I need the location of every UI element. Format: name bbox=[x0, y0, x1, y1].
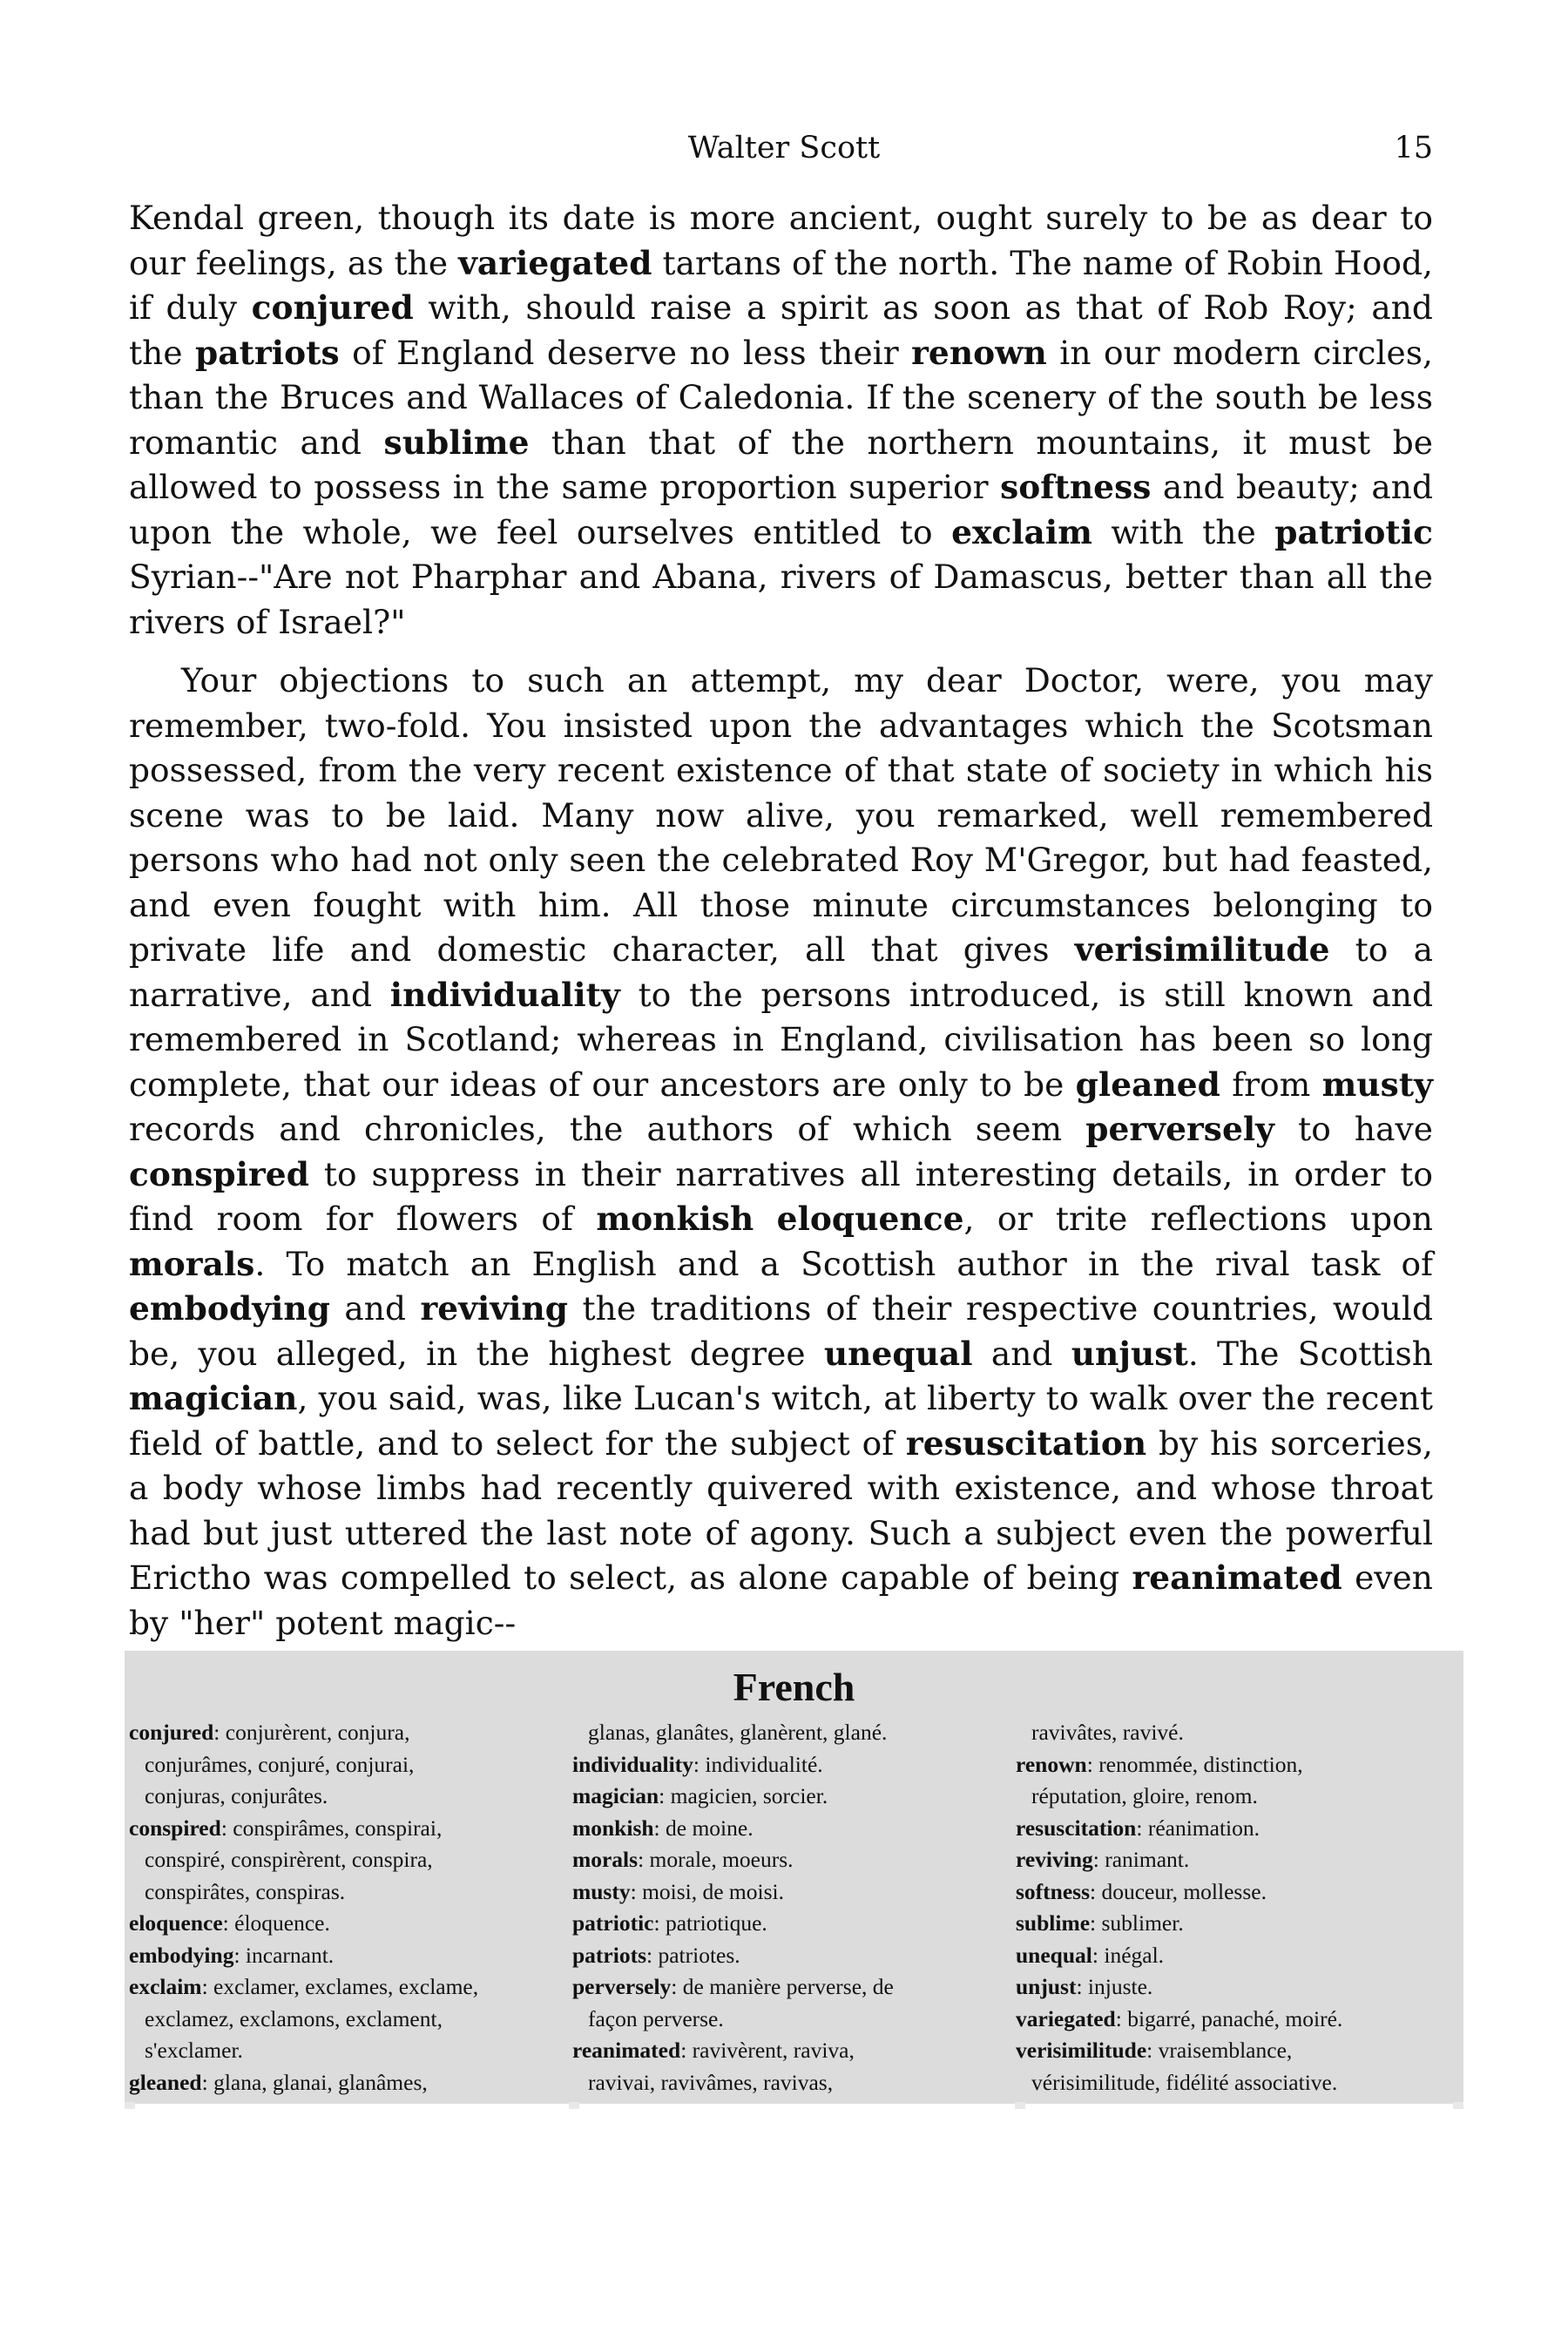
page-header bbox=[135, 131, 1433, 174]
text-run: by his sorceries, a body whose limbs had recently quivered with existence, and whose throat had but just uttered the last note of agony. Such a subject even the powerful Erictho was compelled to select, as alone capable of being bbox=[129, 1423, 1433, 1597]
text-run: and beauty; and upon the whole, we feel ourselves entitled to bbox=[129, 468, 1433, 551]
text-run: tartans of the north. The name of Robin Hood, if duly bbox=[129, 243, 1433, 327]
glossary-continuation: exclamez, exclamons, exclament, bbox=[145, 2005, 443, 2031]
glossary-term: variegated bbox=[458, 243, 652, 282]
glossary-term: conspired bbox=[129, 1154, 309, 1193]
glossary-term: unequal bbox=[823, 1334, 973, 1373]
text-run: with, should raise a spirit as soon as that of Rob Roy; and the bbox=[129, 288, 1433, 372]
glossary-word: unjust bbox=[1016, 1974, 1077, 1999]
text-run: to have bbox=[1274, 1110, 1433, 1148]
glossary-word: exclaim bbox=[129, 1974, 202, 1999]
text-run: in our modern circles, than the Bruces and Wallaces of Caledonia. If the scenery of the south be less romantic and bbox=[129, 333, 1433, 462]
text-run: to the persons introduced, is still known and remembered in Scotland; whereas in England, civilisation has been so long complete, that our ideas of our ancestors are only to be bbox=[129, 975, 1433, 1104]
glossary-entry: sublime: sublimer. bbox=[1016, 1910, 1184, 1936]
glossary-translation: magicien, sorcier. bbox=[670, 1783, 828, 1808]
glossary-entry: conjured: conjurèrent, conjura, bbox=[129, 1720, 410, 1745]
glossary-word: verisimilitude bbox=[1016, 2038, 1147, 2063]
glossary-word: unequal bbox=[1016, 1942, 1092, 1968]
text-run: the traditions of their respective countries, would be, you alleged, in the highest degree bbox=[129, 1289, 1433, 1373]
glossary-entry: musty: moisi, de moisi. bbox=[572, 1878, 784, 1904]
glossary-translation: douceur, mollesse. bbox=[1101, 1878, 1267, 1904]
glossary-entry: resuscitation: réanimation. bbox=[1016, 1815, 1260, 1841]
glossary-continuation: réputation, gloire, renom. bbox=[1031, 1783, 1258, 1808]
text-run: Your objections to such an attempt, my dear Doctor, were, you may remember, two-fold. You insisted upon the advantages which the Scotsman possessed, from the very recent existence of that state of society in which his scene was to be laid. Many now alive, you remarked, well remembered persons who had not only seen the celebrated Roy M'Gregor, but had feasted, and even fought with him. All those minute circumstances belonging to private life and domestic character, all that gives bbox=[129, 661, 1433, 969]
glossary-translation: renommée, distinction, bbox=[1098, 1751, 1303, 1777]
glossary-word: monkish bbox=[572, 1815, 654, 1841]
glossary-translation: de moine. bbox=[666, 1815, 754, 1841]
glossary-term: embodying bbox=[129, 1289, 330, 1328]
glossary-word: reanimated bbox=[572, 2038, 681, 2063]
text-run: , you said, was, like Lucan's witch, at liberty to walk over the recent field of battle, and to select for the subject of bbox=[129, 1379, 1433, 1463]
divider-mark bbox=[1453, 2102, 1463, 2109]
glossary-term: exclaim bbox=[951, 512, 1092, 551]
text-run: from bbox=[1220, 1064, 1322, 1104]
glossary-word: magician bbox=[572, 1783, 659, 1808]
glossary-continuation: s'exclamer. bbox=[145, 2038, 243, 2063]
text-run bbox=[754, 1200, 776, 1238]
glossary-word: gleaned bbox=[129, 2069, 202, 2095]
glossary-translation: ranimant. bbox=[1105, 1847, 1190, 1872]
glossary-translation: glana, glanai, glanâmes, bbox=[213, 2069, 428, 2095]
body-text bbox=[129, 196, 1433, 1659]
glossary-word: variegated bbox=[1016, 2005, 1116, 2031]
page-number: 15 bbox=[1394, 131, 1433, 166]
glossary-column bbox=[1016, 1717, 1459, 2099]
glossary-title: French bbox=[733, 1665, 855, 1709]
glossary-column bbox=[572, 1717, 1016, 2099]
text-run: than that of the northern mountains, it must be allowed to possess in the same proportion superior bbox=[129, 422, 1434, 506]
glossary-entry: exclaim: exclamer, exclames, exclame, bbox=[129, 1974, 479, 1999]
glossary-word: embodying bbox=[129, 1942, 234, 1968]
glossary-continuation: conjurâmes, conjuré, conjurai, bbox=[145, 1751, 415, 1777]
glossary-translation: de manière perverse, de bbox=[682, 1974, 894, 1999]
paragraph-2 bbox=[129, 659, 1433, 1646]
glossary-entry: morals: morale, moeurs. bbox=[572, 1847, 794, 1872]
text-run: to a narrative, and bbox=[129, 930, 1433, 1014]
text-run: even by "her" potent magic-- bbox=[129, 1558, 1433, 1642]
glossary-continuation: ravivâtes, ravivé. bbox=[1031, 1720, 1184, 1745]
glossary-continuation: ravivai, ravivâmes, ravivas, bbox=[588, 2069, 834, 2095]
text-run: and bbox=[329, 1289, 421, 1328]
glossary-entry: patriots: patriotes. bbox=[572, 1942, 740, 1968]
vocabulary-glossary bbox=[125, 1651, 1463, 2104]
glossary-entry: magician: magicien, sorcier. bbox=[572, 1783, 828, 1808]
glossary-word: resuscitation bbox=[1016, 1815, 1137, 1841]
divider-mark bbox=[569, 2102, 579, 2109]
text-run: Syrian--"Are not Pharphar and Abana, rivers of Damascus, better than all the rivers of Israel?" bbox=[129, 558, 1433, 641]
glossary-entry: gleaned: glana, glanai, glanâmes, bbox=[129, 2069, 428, 2095]
glossary-entry: softness: douceur, mollesse. bbox=[1016, 1878, 1267, 1904]
glossary-word: conjured bbox=[129, 1720, 214, 1745]
glossary-translation: vraisemblance, bbox=[1158, 2038, 1293, 2063]
glossary-translation: patriotes. bbox=[658, 1942, 740, 1968]
glossary-translation: éloquence. bbox=[234, 1910, 330, 1936]
glossary-entry: embodying: incarnant. bbox=[129, 1942, 335, 1968]
paragraph-1 bbox=[129, 196, 1433, 645]
glossary-entry: verisimilitude: vraisemblance, bbox=[1016, 2038, 1293, 2063]
glossary-term: reviving bbox=[420, 1289, 569, 1328]
glossary-word: perversely bbox=[572, 1974, 672, 1999]
glossary-translation: inégal. bbox=[1104, 1942, 1165, 1968]
glossary-word: sublime bbox=[1016, 1910, 1091, 1936]
glossary-entry: conspired: conspirâmes, conspirai, bbox=[129, 1815, 443, 1841]
glossary-translation: bigarré, panaché, moiré. bbox=[1127, 2005, 1343, 2031]
glossary-continuation: conspiré, conspirèrent, conspira, bbox=[145, 1847, 433, 1872]
glossary-word: patriots bbox=[572, 1942, 646, 1968]
glossary-term: perversely bbox=[1085, 1110, 1274, 1148]
glossary-term: musty bbox=[1321, 1064, 1433, 1104]
glossary-translation: exclamer, exclames, exclame, bbox=[213, 1974, 479, 1999]
glossary-translation: ravivèrent, raviva, bbox=[692, 2038, 855, 2063]
glossary-term: softness bbox=[1000, 468, 1152, 506]
text-run: records and chronicles, the authors of which seem bbox=[129, 1110, 1086, 1148]
running-title: Walter Scott bbox=[687, 131, 881, 166]
glossary-continuation: conspirâtes, conspiras. bbox=[145, 1878, 346, 1904]
glossary-word: individuality bbox=[572, 1751, 693, 1777]
glossary-word: patriotic bbox=[572, 1910, 654, 1936]
glossary-translation: morale, moeurs. bbox=[649, 1847, 794, 1872]
glossary-columns bbox=[129, 1717, 1459, 2099]
glossary-word: conspired bbox=[129, 1815, 221, 1841]
glossary-translation: moisi, de moisi. bbox=[642, 1878, 784, 1904]
glossary-translation: individualité. bbox=[705, 1751, 823, 1777]
text-run: of England deserve no less their bbox=[339, 333, 912, 372]
glossary-translation: incarnant. bbox=[245, 1942, 335, 1968]
text-run: . The Scottish bbox=[1187, 1334, 1433, 1373]
text-run: . To match an English and a Scottish author in the rival task of bbox=[254, 1244, 1433, 1283]
glossary-term: monkish bbox=[596, 1200, 754, 1238]
glossary-entry: individuality: individualité. bbox=[572, 1751, 823, 1777]
glossary-term: patriots bbox=[194, 333, 340, 372]
glossary-term: verisimilitude bbox=[1074, 930, 1330, 969]
glossary-term: sublime bbox=[383, 422, 530, 462]
divider-mark bbox=[125, 2102, 135, 2109]
glossary-term: magician bbox=[129, 1379, 298, 1417]
glossary-translation: conjurèrent, conjura, bbox=[225, 1720, 410, 1745]
glossary-continuation: façon perverse. bbox=[588, 2005, 724, 2031]
glossary-entry: reanimated: ravivèrent, raviva, bbox=[572, 2038, 855, 2063]
glossary-word: reviving bbox=[1016, 1847, 1093, 1872]
glossary-entry: patriotic: patriotique. bbox=[572, 1910, 767, 1936]
glossary-term: gleaned bbox=[1075, 1064, 1220, 1104]
glossary-word: renown bbox=[1016, 1751, 1087, 1777]
glossary-entry: monkish: de moine. bbox=[572, 1815, 754, 1841]
glossary-entry: eloquence: éloquence. bbox=[129, 1910, 330, 1936]
divider-mark bbox=[1015, 2102, 1025, 2109]
text-run: to suppress in their narratives all interesting details, in order to find room for flowers of bbox=[129, 1154, 1433, 1238]
glossary-term: conjured bbox=[251, 288, 414, 327]
glossary-word: softness bbox=[1016, 1878, 1091, 1904]
glossary-term: reanimated bbox=[1132, 1558, 1342, 1597]
glossary-continuation: conjuras, conjurâtes. bbox=[145, 1783, 328, 1808]
glossary-term: resuscitation bbox=[905, 1423, 1147, 1463]
glossary-word: eloquence bbox=[129, 1910, 223, 1936]
glossary-translation: sublimer. bbox=[1101, 1910, 1184, 1936]
glossary-term: unjust bbox=[1071, 1334, 1188, 1373]
glossary-translation: conspirâmes, conspirai, bbox=[233, 1815, 443, 1841]
glossary-term: eloquence bbox=[776, 1200, 964, 1238]
text-run: and bbox=[972, 1334, 1071, 1373]
glossary-term: renown bbox=[911, 333, 1047, 372]
glossary-entry: perversely: de manière perverse, de bbox=[572, 1974, 894, 1999]
glossary-entry: reviving: ranimant. bbox=[1016, 1847, 1190, 1872]
glossary-term: patriotic bbox=[1274, 512, 1433, 551]
glossary-column bbox=[129, 1717, 572, 2099]
glossary-term: individuality bbox=[389, 975, 620, 1014]
glossary-continuation: vérisimilitude, fidélité associative. bbox=[1031, 2069, 1338, 2095]
glossary-entry: unjust: injuste. bbox=[1016, 1974, 1153, 1999]
glossary-entry: renown: renommée, distinction, bbox=[1016, 1751, 1303, 1777]
glossary-translation: réanimation. bbox=[1147, 1815, 1260, 1841]
glossary-entry: unequal: inégal. bbox=[1016, 1942, 1165, 1968]
text-run: Kendal green, though its date is more ancient, ought surely to be as dear to our feelings, as the bbox=[129, 199, 1433, 282]
glossary-entry: variegated: bigarré, panaché, moiré. bbox=[1016, 2005, 1343, 2031]
glossary-term: morals bbox=[129, 1244, 255, 1283]
glossary-continuation: glanas, glanâtes, glanèrent, glané. bbox=[588, 1720, 888, 1745]
glossary-translation: injuste. bbox=[1087, 1974, 1153, 1999]
glossary-word: musty bbox=[572, 1878, 631, 1904]
glossary-translation: patriotique. bbox=[665, 1910, 767, 1936]
text-run: with the bbox=[1092, 512, 1275, 551]
glossary-word: morals bbox=[572, 1847, 639, 1872]
text-run: , or trite reflections upon bbox=[963, 1200, 1433, 1238]
